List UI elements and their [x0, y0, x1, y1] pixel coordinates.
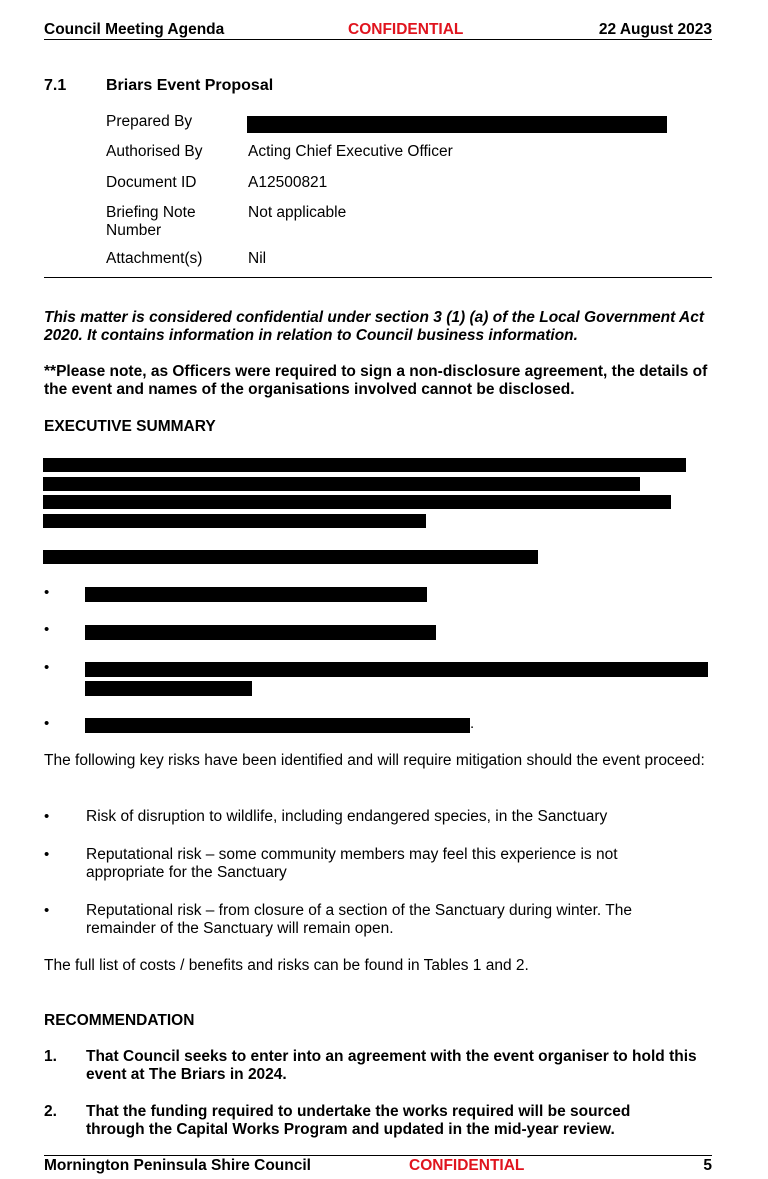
- recommendation-heading: RECOMMENDATION: [44, 1012, 195, 1029]
- bullet-glyph: •: [44, 846, 50, 863]
- briefing-note-label: [106, 204, 196, 240]
- page-number: 5: [703, 1157, 712, 1174]
- bullet-glyph: •: [44, 715, 50, 732]
- redaction-bar: [85, 625, 436, 640]
- header-confidential-label: CONFIDENTIAL: [348, 21, 464, 38]
- document-id-value: A12500821: [248, 174, 328, 191]
- redaction-bar: [43, 477, 640, 491]
- header-title: Council Meeting Agenda: [44, 21, 225, 38]
- redaction-bar: [85, 718, 470, 733]
- briefing-note-label-line-2: Number: [106, 222, 162, 239]
- item-number: 7.1: [44, 77, 67, 94]
- prepared-by-redaction: [247, 116, 667, 133]
- authorised-by-label: Authorised By: [106, 143, 203, 160]
- document-id-label: Document ID: [106, 174, 197, 191]
- recommendation-number: 1.: [44, 1048, 57, 1065]
- redaction-bar: [85, 662, 708, 677]
- header-rule: [44, 39, 712, 40]
- risk-item: Risk of disruption to wildlife, including endangered species, in the Sanctuary: [86, 808, 608, 825]
- executive-summary-heading: EXECUTIVE SUMMARY: [44, 418, 216, 435]
- authorised-by-value: Acting Chief Executive Officer: [248, 143, 453, 160]
- redaction-bar: [43, 458, 686, 472]
- full-list-note: The full list of costs / benefits and risks can be found in Tables 1 and 2.: [44, 957, 529, 974]
- risk-item: Reputational risk – some community members may feel this experience is not appropriate for the Sanctuary: [86, 846, 618, 881]
- bullet-glyph: •: [44, 808, 50, 825]
- trailing-period: .: [470, 715, 475, 732]
- recommendation-item: That Council seeks to enter into an agreement with the event organiser to hold this event at The Briars in 2024.: [86, 1048, 697, 1083]
- risks-intro: The following key risks have been identified and will require mitigation should the event proceed:: [44, 752, 705, 769]
- bullet-glyph: •: [44, 584, 50, 601]
- header-date: 22 August 2023: [598, 21, 712, 38]
- confidentiality-notice: This matter is considered confidential under section 3 (1) (a) of the Local Government Act 2020. It contains information in relation to Council business information.: [44, 309, 705, 344]
- briefing-note-value: Not applicable: [248, 204, 347, 221]
- briefing-note-label-line-1: Briefing Note: [106, 204, 196, 221]
- attachments-label: Attachment(s): [106, 250, 203, 267]
- recommendation-item: That the funding required to undertake the works required will be sourced through the Capital Works Program and updated in the mid-year review.: [86, 1103, 631, 1138]
- footer-rule: [44, 1155, 712, 1156]
- risk-item: Reputational risk – from closure of a section of the Sanctuary during winter. The remainder of the Sanctuary will remain open.: [86, 902, 632, 937]
- redaction-bar: [85, 587, 427, 602]
- footer-confidential-label: CONFIDENTIAL: [409, 1157, 525, 1174]
- redaction-bar: [43, 514, 426, 528]
- footer-organisation: Mornington Peninsula Shire Council: [44, 1157, 311, 1174]
- redaction-bar: [85, 681, 252, 696]
- redaction-bar: [43, 550, 538, 564]
- bullet-glyph: •: [44, 902, 50, 919]
- item-title: Briars Event Proposal: [106, 77, 274, 94]
- recommendation-number: 2.: [44, 1103, 57, 1120]
- nda-notice: **Please note, as Officers were required to sign a non-disclosure agreement, the details of the event and names of the organisations involved cannot be disclosed.: [44, 363, 708, 398]
- redaction-bar: [43, 495, 671, 509]
- attachments-value: Nil: [248, 250, 267, 267]
- prepared-by-label: Prepared By: [106, 113, 193, 130]
- bullet-glyph: •: [44, 621, 50, 638]
- meta-rule: [44, 277, 712, 278]
- bullet-glyph: •: [44, 659, 50, 676]
